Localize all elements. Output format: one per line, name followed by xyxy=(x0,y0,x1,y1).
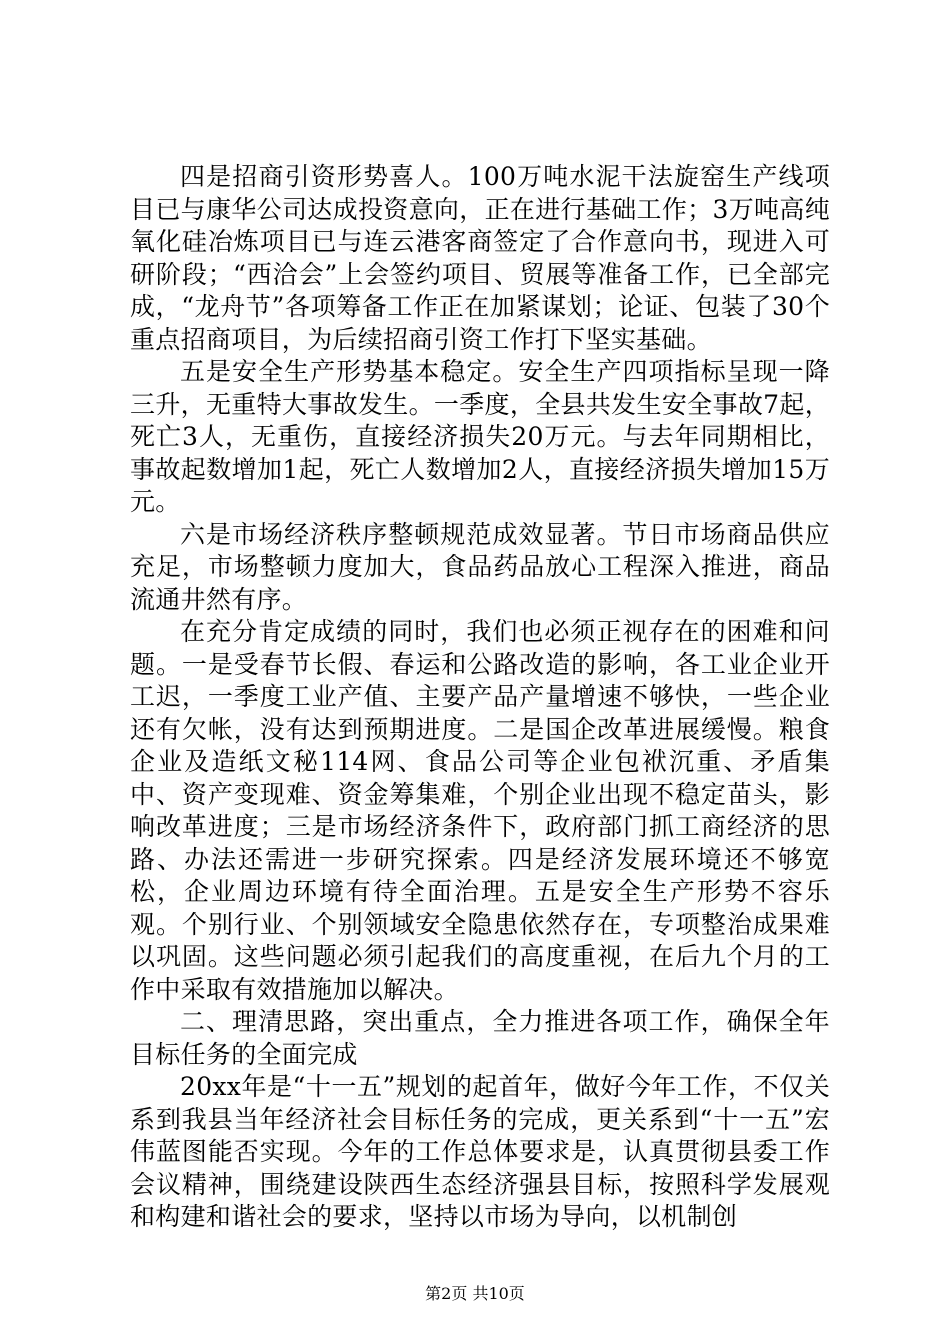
paragraph-safety: 五是安全生产形势基本稳定。安全生产四项指标呈现一降三升，无重特大事故发生。一季度，全县共发生安全事故7起，死亡3人，无重伤，直接经济损失20万元。与去年同期相比，事故起数增加1起，死亡人数增加2人，直接经济损失增加15万元。 xyxy=(130,357,830,516)
paragraph-investment: 四是招商引资形势喜人。100万吨水泥干法旋窑生产线项目已与康华公司达成投资意向，正在进行基础工作；3万吨高纯氧化硅冶炼项目已与连云港客商签定了合作意向书，现进入可研阶段；“西洽会”上会签约项目、贸展等准备工作，已全部完成，“龙舟节”各项筹备工作正在加紧谋划；论证、包装了30个重点招商项目，为后续招商引资工作打下坚实基础。 xyxy=(130,162,830,354)
paragraph-plan: 20xx年是“十一五”规划的起首年，做好今年工作，不仅关系到我县当年经济社会目标任务的完成，更关系到“十一五”宏伟蓝图能否实现。今年的工作总体要求是，认真贯彻县委工作会议精神，围绕建设陕西生态经济强县目标，按照科学发展观和构建和谐社会的要求，坚持以市场为导向，以机制创 xyxy=(130,1072,830,1231)
paragraph-market-order: 六是市场经济秩序整顿规范成效显著。节日市场商品供应充足，市场整顿力度加大，食品药品放心工程深入推进，商品流通井然有序。 xyxy=(130,519,830,614)
page-footer: 第2页 共10页 xyxy=(425,1284,525,1303)
document-body xyxy=(130,161,830,1234)
paragraph-problems: 在充分肯定成绩的同时，我们也必须正视存在的困难和问题。一是受春节长假、春运和公路改造的影响，各工业企业开工迟，一季度工业产值、主要产品产量增速不够快，一些企业还有欠帐，没有达到预期进度。二是国企改革进展缓慢。粮食企业及造纸文秘114网、食品公司等企业包袱沉重、矛盾集中、资产变现难、资金筹集难，个别企业出现不稳定苗头，影响改革进度；三是市场经济条件下，政府部门抓工商经济的思路、办法还需进一步研究探索。四是经济发展环境还不够宽松，企业周边环境有待全面治理。五是安全生产形势不容乐观。个别行业、个别领域安全隐患依然存在，专项整治成果难以巩固。这些问题必须引起我们的高度重视，在后九个月的工作中采取有效措施加以解决。 xyxy=(130,617,830,1004)
section-heading: 二、理清思路，突出重点，全力推进各项工作，确保全年目标任务的全面完成 xyxy=(130,1007,830,1069)
